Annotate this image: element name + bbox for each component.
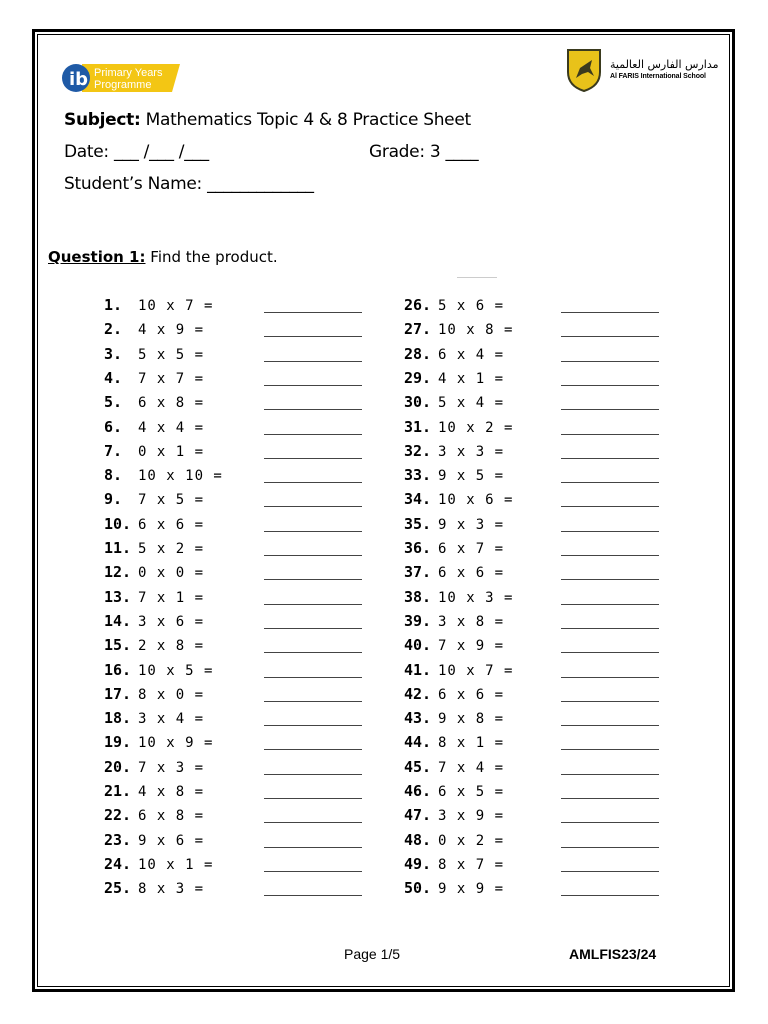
problem-number: 27.	[404, 320, 432, 339]
problem-number: 12.	[104, 563, 132, 582]
problem-row	[104, 855, 213, 875]
problem-expression: 0 x 0 =	[138, 565, 205, 582]
problem-expression: 8 x 1 =	[438, 735, 505, 752]
problem-number: 28.	[404, 344, 432, 363]
problem-row	[104, 320, 204, 340]
problem-row	[404, 418, 513, 438]
answer-line[interactable]	[561, 774, 659, 775]
problem-number: 48.	[404, 830, 432, 849]
document-code: AMLFIS23/24	[569, 946, 657, 962]
problem-expression: 9 x 9 =	[438, 881, 505, 898]
problem-number: 42.	[404, 684, 432, 703]
problem-number: 6.	[104, 417, 123, 436]
answer-line[interactable]	[561, 385, 659, 386]
problem-row	[104, 563, 204, 583]
question-text: Find the product.	[150, 248, 278, 266]
problem-number: 23.	[104, 830, 132, 849]
answer-line[interactable]	[264, 506, 362, 507]
answer-line[interactable]	[264, 798, 362, 799]
problem-number: 7.	[104, 441, 123, 460]
answer-line[interactable]	[264, 652, 362, 653]
problem-number: 11.	[104, 539, 132, 557]
problem-row	[104, 733, 213, 753]
answer-line[interactable]	[561, 434, 659, 435]
problem-number: 1.	[104, 296, 123, 314]
problem-row	[404, 855, 504, 875]
problem-row	[404, 709, 504, 729]
answer-line[interactable]	[561, 749, 659, 750]
problem-number: 17.	[104, 684, 132, 703]
problem-number: 34.	[404, 490, 432, 509]
answer-line[interactable]	[561, 409, 659, 410]
problem-expression: 7 x 1 =	[138, 589, 205, 606]
problem-row	[404, 782, 504, 802]
answer-line[interactable]	[264, 822, 362, 823]
problem-number: 22.	[104, 806, 132, 825]
problem-expression: 0 x 2 =	[438, 832, 505, 849]
problem-expression: 10 x 10 =	[138, 468, 223, 485]
problem-row	[404, 320, 513, 340]
problem-expression: 10 x 8 =	[438, 322, 514, 339]
pyp-line1: Primary Years	[94, 67, 163, 79]
problem-expression: 8 x 7 =	[438, 856, 505, 873]
problem-number: 21.	[104, 782, 132, 800]
answer-line[interactable]	[264, 531, 362, 532]
problem-expression: 3 x 3 =	[438, 443, 505, 460]
problem-row	[104, 685, 204, 705]
problem-expression: 5 x 4 =	[438, 395, 505, 412]
problem-expression: 6 x 6 =	[438, 565, 505, 582]
problem-expression: 6 x 6 =	[438, 686, 505, 703]
problem-row	[404, 636, 504, 656]
problem-row	[104, 758, 204, 778]
problem-row	[104, 661, 213, 681]
problem-expression: 3 x 6 =	[138, 613, 205, 630]
problem-number: 47.	[404, 806, 432, 825]
problem-expression: 4 x 4 =	[138, 419, 205, 436]
problem-expression: 7 x 3 =	[138, 759, 205, 776]
problem-expression: 3 x 8 =	[438, 613, 505, 630]
problem-number: 38.	[404, 587, 432, 606]
answer-line[interactable]	[561, 336, 659, 337]
answer-line[interactable]	[264, 604, 362, 605]
problem-expression: 9 x 3 =	[438, 516, 505, 533]
problem-row	[404, 369, 504, 389]
answer-line[interactable]	[264, 774, 362, 775]
problem-row	[104, 782, 204, 802]
problem-expression: 3 x 9 =	[438, 808, 505, 825]
answer-line[interactable]	[561, 555, 659, 556]
problem-row	[404, 831, 504, 851]
problem-number: 15.	[104, 636, 132, 655]
subject-line	[64, 110, 471, 130]
question-heading	[48, 248, 278, 266]
answer-line[interactable]	[561, 725, 659, 726]
problem-row	[104, 515, 204, 535]
answer-line[interactable]	[561, 822, 659, 823]
problem-number: 49.	[404, 854, 432, 873]
subject-label: Subject:	[64, 110, 141, 130]
problem-row	[404, 685, 504, 705]
problem-number: 45.	[404, 757, 432, 776]
problem-expression: 8 x 3 =	[138, 881, 205, 898]
problem-number: 39.	[404, 611, 432, 630]
problem-row	[104, 490, 204, 510]
problem-expression: 9 x 8 =	[438, 711, 505, 728]
problem-row	[404, 466, 504, 486]
student-name-line: Student’s Name: _____________	[64, 174, 314, 194]
problem-row	[404, 563, 504, 583]
answer-line[interactable]	[561, 482, 659, 483]
problem-row	[404, 806, 504, 826]
problem-expression: 2 x 8 =	[138, 638, 205, 655]
school-name-arabic: مدارس الفارس العالمية	[610, 58, 719, 71]
problem-row	[104, 831, 204, 851]
problem-number: 33.	[404, 466, 432, 485]
problem-expression: 9 x 6 =	[138, 832, 205, 849]
school-logo	[560, 46, 719, 96]
problem-number: 13.	[104, 587, 132, 606]
question-label: Question 1:	[48, 248, 146, 266]
problem-row	[104, 709, 204, 729]
answer-line[interactable]	[264, 579, 362, 580]
problem-row	[404, 661, 513, 681]
problem-number: 4.	[104, 368, 123, 387]
faint-divider	[457, 277, 497, 278]
problem-number: 30.	[404, 393, 432, 412]
problem-row	[104, 418, 204, 438]
problem-expression: 5 x 2 =	[138, 541, 205, 557]
answer-line[interactable]	[264, 847, 362, 848]
answer-line[interactable]	[561, 652, 659, 653]
problem-number: 26.	[404, 296, 432, 314]
problem-expression: 4 x 8 =	[138, 784, 205, 800]
problem-row	[104, 636, 204, 656]
problem-row	[404, 733, 504, 753]
problem-number: 44.	[404, 733, 432, 752]
answer-line[interactable]	[264, 336, 362, 337]
pyp-logo	[60, 60, 184, 96]
problem-expression: 6 x 5 =	[438, 784, 505, 800]
answer-line[interactable]	[264, 409, 362, 410]
problem-number: 29.	[404, 368, 432, 387]
problem-number: 25.	[104, 879, 132, 898]
problem-expression: 4 x 9 =	[138, 322, 205, 339]
subject-value: Mathematics Topic 4 & 8 Practice Sheet	[145, 110, 471, 130]
school-name-english: Al FARIS International School	[610, 73, 706, 80]
problem-number: 46.	[404, 782, 432, 800]
svg-text:ib: ib	[69, 69, 89, 90]
answer-line[interactable]	[264, 555, 362, 556]
problem-number: 50.	[404, 879, 432, 898]
problem-expression: 4 x 1 =	[438, 370, 505, 387]
problem-expression: 10 x 5 =	[138, 662, 214, 679]
answer-line[interactable]	[264, 871, 362, 872]
answer-line[interactable]	[561, 312, 659, 313]
problem-number: 14.	[104, 611, 132, 630]
problem-expression: 7 x 5 =	[138, 492, 205, 509]
problem-number: 31.	[404, 417, 432, 436]
problem-expression: 7 x 7 =	[138, 370, 205, 387]
problem-row	[104, 879, 204, 899]
crest-icon	[566, 48, 602, 92]
problem-number: 37.	[404, 563, 432, 582]
problem-expression: 7 x 9 =	[438, 638, 505, 655]
problem-expression: 0 x 1 =	[138, 443, 205, 460]
problem-row	[104, 806, 204, 826]
problem-row	[104, 369, 204, 389]
answer-line[interactable]	[264, 385, 362, 386]
problem-expression: 9 x 5 =	[438, 468, 505, 485]
answer-line[interactable]	[264, 458, 362, 459]
answer-line[interactable]	[561, 701, 659, 702]
pyp-line2: Programme	[94, 79, 152, 91]
answer-line[interactable]	[561, 361, 659, 362]
problem-number: 24.	[104, 854, 132, 873]
answer-line[interactable]	[561, 847, 659, 848]
answer-line[interactable]	[561, 579, 659, 580]
problem-row	[104, 296, 213, 316]
answer-line[interactable]	[264, 749, 362, 750]
problem-row	[104, 588, 204, 608]
problem-row	[404, 588, 513, 608]
problem-number: 19.	[104, 733, 132, 752]
problem-number: 36.	[404, 539, 432, 557]
problem-number: 43.	[404, 709, 432, 728]
problem-row	[404, 296, 504, 316]
problem-number: 9.	[104, 490, 123, 509]
problem-number: 35.	[404, 514, 432, 533]
problem-expression: 7 x 4 =	[438, 759, 505, 776]
problem-expression: 10 x 7 =	[138, 298, 214, 314]
problem-number: 3.	[104, 344, 123, 363]
problem-expression: 10 x 7 =	[438, 662, 514, 679]
problem-expression: 6 x 7 =	[438, 541, 505, 557]
problem-expression: 5 x 6 =	[438, 298, 505, 314]
problem-expression: 6 x 6 =	[138, 516, 205, 533]
problem-expression: 10 x 1 =	[138, 856, 214, 873]
problem-row	[104, 393, 204, 413]
problem-row	[104, 466, 223, 486]
problem-row	[404, 490, 513, 510]
answer-line[interactable]	[561, 895, 659, 896]
answer-line[interactable]	[264, 434, 362, 435]
answer-line[interactable]	[561, 458, 659, 459]
problem-row	[404, 393, 504, 413]
answer-line[interactable]	[561, 677, 659, 678]
answer-line[interactable]	[561, 628, 659, 629]
problem-expression: 8 x 0 =	[138, 686, 205, 703]
problem-row	[404, 879, 504, 899]
problem-expression: 10 x 3 =	[438, 589, 514, 606]
problem-row	[404, 442, 504, 462]
answer-line[interactable]	[561, 531, 659, 532]
problem-number: 8.	[104, 466, 123, 485]
grade-line: Grade: 3 ____	[369, 142, 479, 162]
problem-number: 5.	[104, 393, 123, 412]
answer-line[interactable]	[264, 628, 362, 629]
problem-number: 20.	[104, 757, 132, 776]
problem-expression: 6 x 8 =	[138, 808, 205, 825]
problem-expression: 10 x 6 =	[438, 492, 514, 509]
problem-number: 32.	[404, 441, 432, 460]
answer-line[interactable]	[561, 604, 659, 605]
answer-line[interactable]	[264, 725, 362, 726]
answer-line[interactable]	[264, 677, 362, 678]
problem-number: 16.	[104, 660, 132, 679]
problem-row	[104, 539, 204, 559]
answer-line[interactable]	[264, 361, 362, 362]
answer-line[interactable]	[561, 506, 659, 507]
problem-number: 40.	[404, 636, 432, 655]
problem-expression: 10 x 9 =	[138, 735, 214, 752]
answer-line[interactable]	[264, 482, 362, 483]
problem-expression: 6 x 4 =	[438, 346, 505, 363]
problem-number: 10.	[104, 514, 132, 533]
problem-expression: 3 x 4 =	[138, 711, 205, 728]
problem-row	[104, 612, 204, 632]
answer-line[interactable]	[561, 798, 659, 799]
problem-row	[404, 345, 504, 365]
problem-number: 41.	[404, 660, 432, 679]
problem-expression: 5 x 5 =	[138, 346, 205, 363]
page-number: Page 1/5	[344, 946, 401, 962]
problem-expression: 6 x 8 =	[138, 395, 205, 412]
answer-line[interactable]	[264, 701, 362, 702]
problem-number: 18.	[104, 709, 132, 728]
problem-row	[404, 612, 504, 632]
date-line: Date: ___ /___ /___	[64, 142, 209, 162]
problem-row	[404, 758, 504, 778]
problem-row	[404, 539, 504, 559]
problem-number: 2.	[104, 320, 123, 339]
answer-line[interactable]	[264, 312, 362, 313]
problem-row	[104, 345, 204, 365]
problem-row	[404, 515, 504, 535]
answer-line[interactable]	[561, 871, 659, 872]
answer-line[interactable]	[264, 895, 362, 896]
problem-row	[104, 442, 204, 462]
problem-expression: 10 x 2 =	[438, 419, 514, 436]
